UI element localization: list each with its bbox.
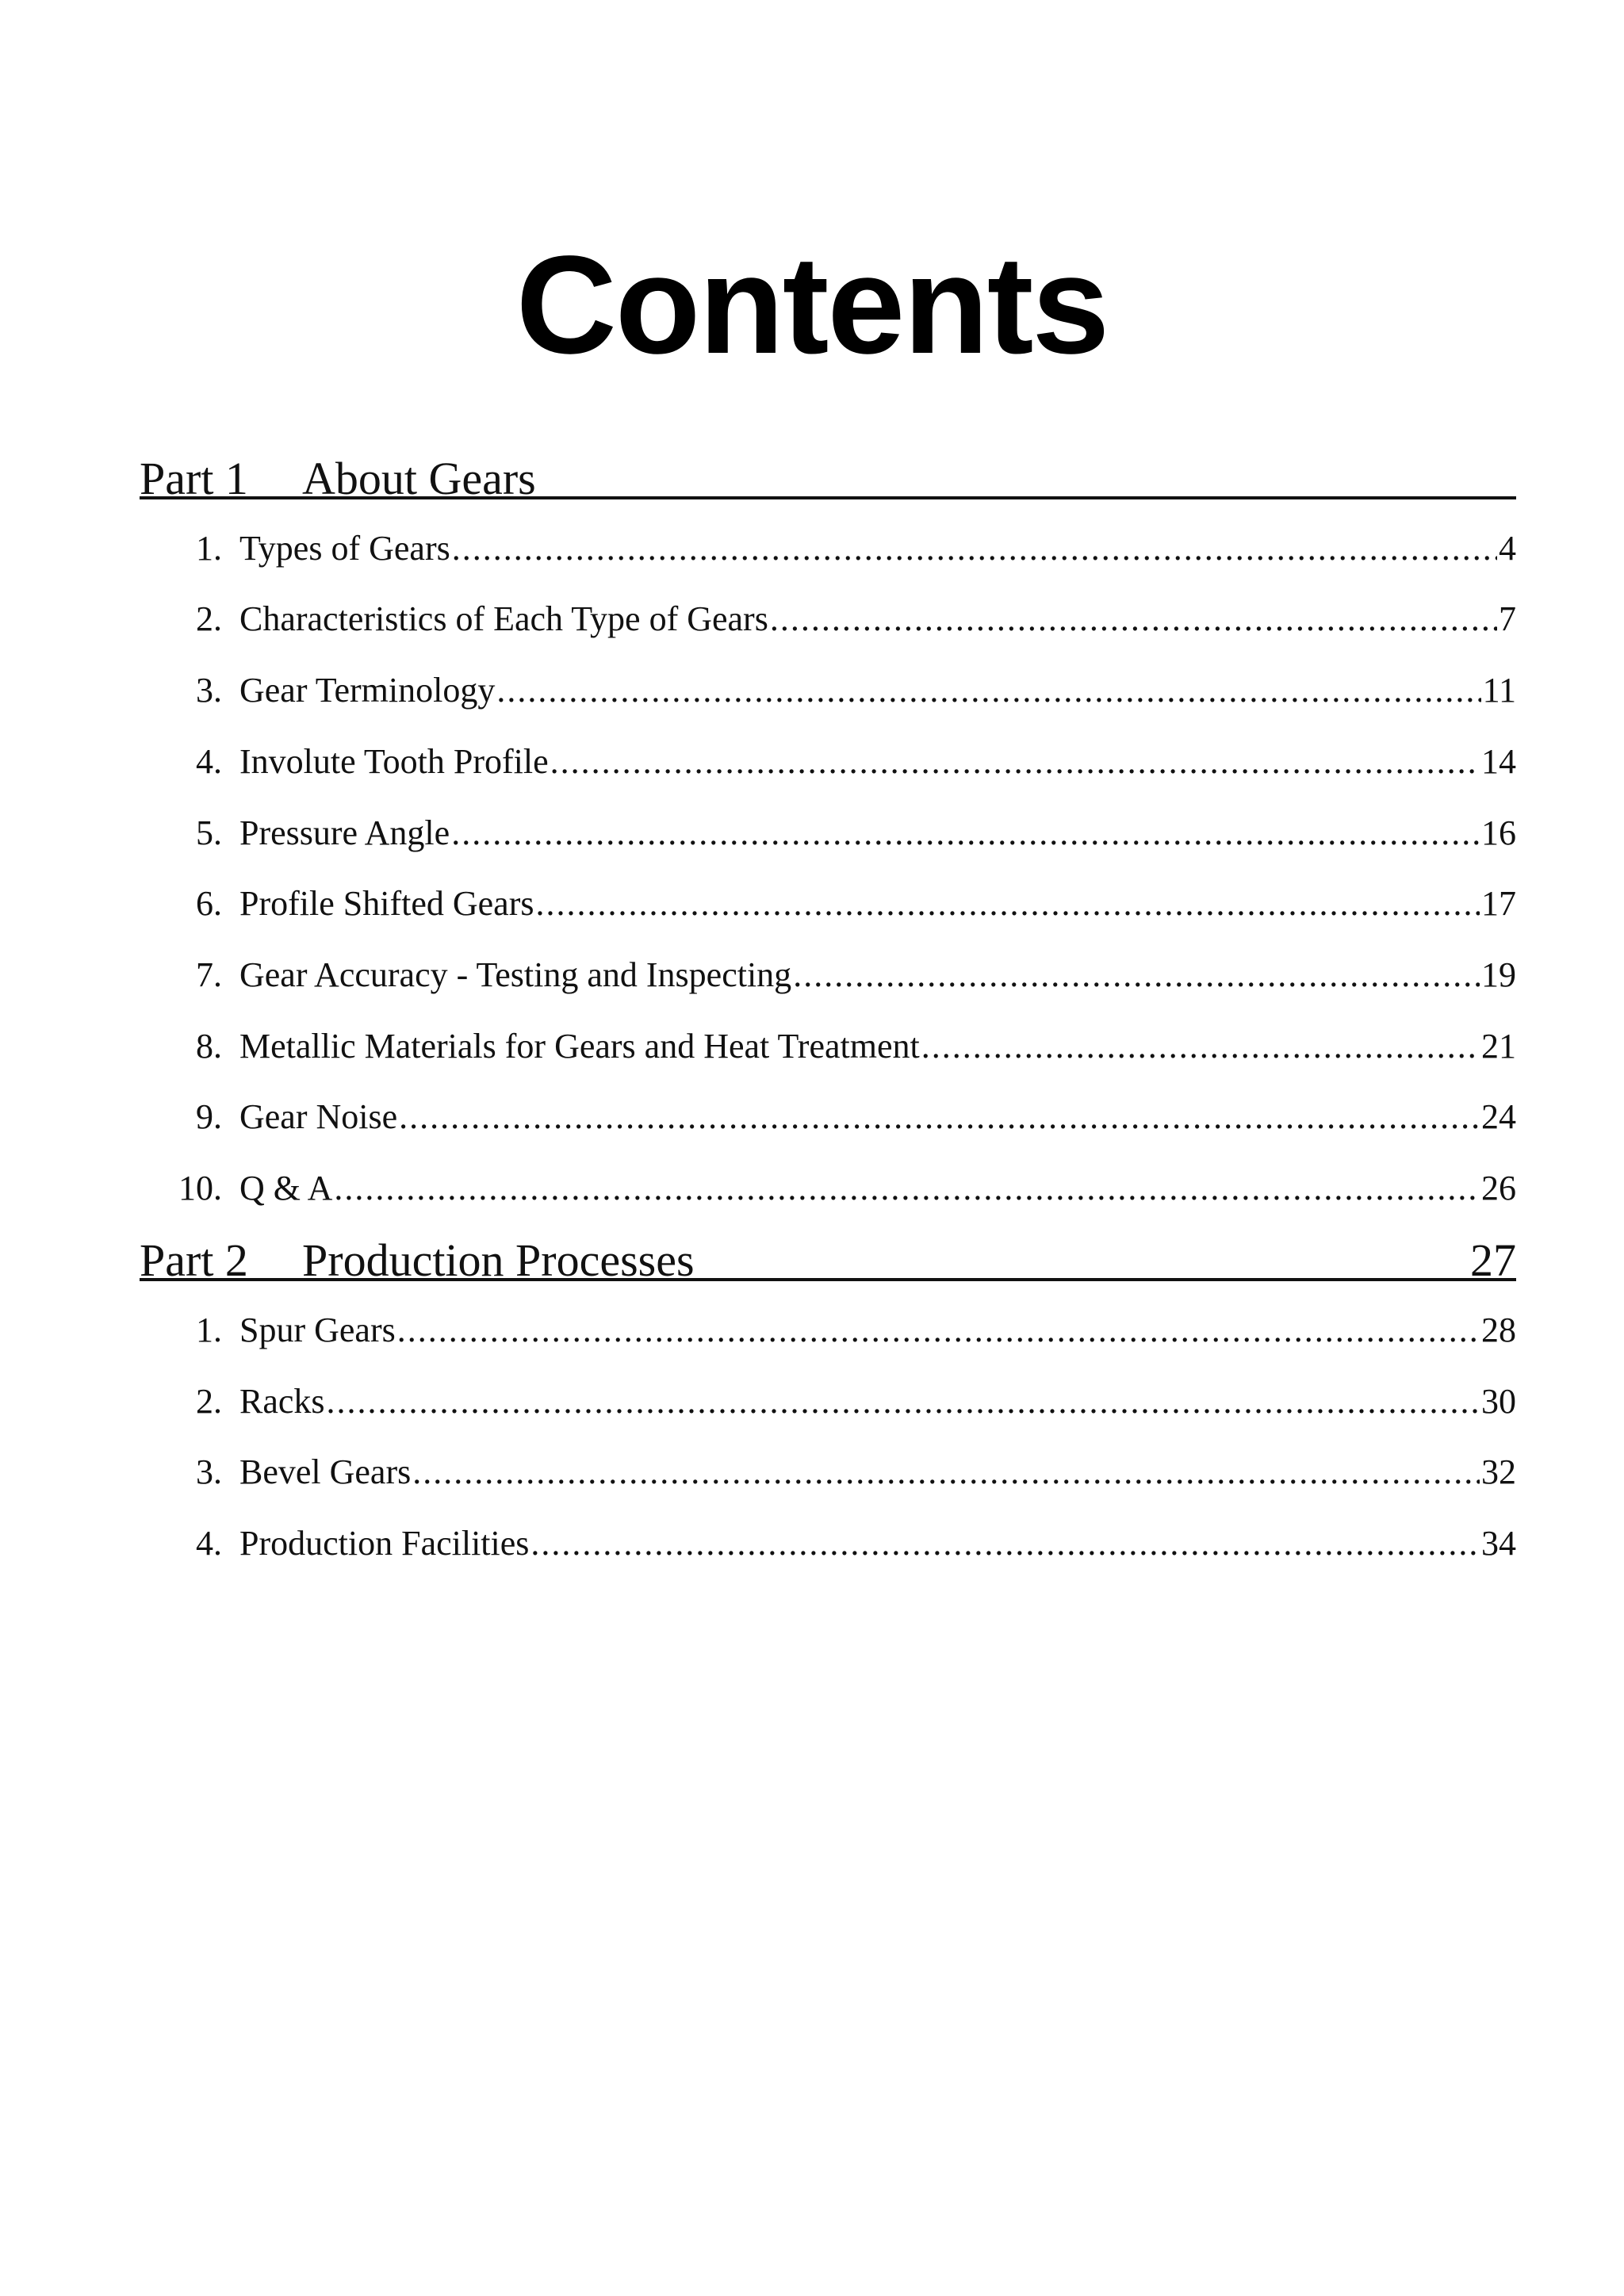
- entry-number: 3.: [196, 1452, 222, 1491]
- toc-entry[interactable]: [140, 809, 1516, 857]
- entry-number: 8.: [196, 1027, 222, 1066]
- entry-page: 7: [1499, 599, 1516, 638]
- dot-leader: [451, 809, 1480, 857]
- toc-entry[interactable]: [140, 1307, 1516, 1354]
- entry-title: Pressure Angle: [239, 813, 450, 852]
- entry-number: 4.: [196, 1524, 222, 1563]
- page-title: Contents: [515, 228, 1109, 383]
- dot-leader: [496, 667, 1480, 714]
- dot-leader: [327, 1378, 1480, 1425]
- dot-leader: [412, 1448, 1480, 1496]
- toc-entry[interactable]: [140, 880, 1516, 928]
- entry-title: Gear Accuracy - Testing and Inspecting: [239, 955, 792, 994]
- dot-leader: [334, 1165, 1480, 1212]
- entry-page: 28: [1481, 1311, 1516, 1349]
- entry-page: 26: [1481, 1169, 1516, 1207]
- entry-title: Profile Shifted Gears: [239, 884, 534, 923]
- part-page: 27: [1470, 1234, 1516, 1286]
- entry-page: 14: [1481, 742, 1516, 781]
- part-number: Part 2: [140, 1234, 248, 1286]
- toc-entry[interactable]: [140, 1093, 1516, 1141]
- entry-title: Gear Terminology: [239, 671, 496, 710]
- entry-page: 11: [1482, 671, 1516, 710]
- entry-page: 17: [1481, 884, 1516, 923]
- dot-leader: [770, 595, 1497, 643]
- entry-title: Characteristics of Each Type of Gears: [239, 599, 768, 638]
- entry-number: 1.: [196, 529, 222, 568]
- part-title: Production Processes: [302, 1234, 695, 1286]
- entry-title: Production Facilities: [239, 1524, 530, 1563]
- entry-number: 5.: [196, 813, 222, 852]
- entry-number: 7.: [196, 955, 222, 994]
- entry-number: 10.: [178, 1169, 222, 1207]
- entry-page: 32: [1481, 1452, 1516, 1491]
- toc-entry[interactable]: [140, 738, 1516, 786]
- part-number: Part 1: [140, 453, 248, 504]
- entry-number: 6.: [196, 884, 222, 923]
- part-title: About Gears: [302, 453, 536, 504]
- entry-page: 16: [1481, 813, 1516, 852]
- entry-number: 2.: [196, 1382, 222, 1421]
- toc-entry[interactable]: [140, 525, 1516, 572]
- entry-title: Racks: [239, 1382, 325, 1421]
- entry-number: 2.: [196, 599, 222, 638]
- entry-title: Bevel Gears: [239, 1452, 412, 1491]
- dot-leader: [399, 1093, 1480, 1141]
- entry-number: 3.: [196, 671, 222, 710]
- dot-leader: [921, 1023, 1480, 1070]
- part-2-heading[interactable]: [140, 1230, 1516, 1286]
- entry-title: Types of Gears: [239, 529, 450, 568]
- dot-leader: [452, 525, 1497, 572]
- entry-title: Gear Noise: [239, 1097, 398, 1136]
- toc-entry[interactable]: [140, 1378, 1516, 1425]
- toc-entry[interactable]: [140, 1023, 1516, 1070]
- entry-number: 1.: [196, 1311, 222, 1349]
- toc-entry[interactable]: [140, 1165, 1516, 1212]
- part-1-heading[interactable]: [140, 449, 1516, 504]
- toc-entry[interactable]: [140, 667, 1516, 714]
- entry-title: Involute Tooth Profile: [239, 742, 549, 781]
- toc-entry[interactable]: [140, 951, 1516, 999]
- dot-leader: [397, 1307, 1480, 1354]
- entry-title: Metallic Materials for Gears and Heat Treatment: [239, 1027, 920, 1066]
- entry-page: 30: [1481, 1382, 1516, 1421]
- toc-entry[interactable]: [140, 1448, 1516, 1496]
- toc-entry[interactable]: [140, 595, 1516, 643]
- entry-number: 9.: [196, 1097, 222, 1136]
- entry-page: 34: [1481, 1524, 1516, 1563]
- dot-leader: [793, 951, 1480, 999]
- dot-leader: [530, 1520, 1480, 1567]
- entry-page: 24: [1481, 1097, 1516, 1136]
- toc-entry[interactable]: [140, 1520, 1516, 1567]
- entry-page: 4: [1499, 529, 1516, 568]
- entry-number: 4.: [196, 742, 222, 781]
- entry-page: 21: [1481, 1027, 1516, 1066]
- entry-title: Q & A: [239, 1169, 333, 1207]
- entry-title: Spur Gears: [239, 1311, 396, 1349]
- dot-leader: [550, 738, 1480, 786]
- dot-leader: [535, 880, 1480, 928]
- entry-page: 19: [1481, 955, 1516, 994]
